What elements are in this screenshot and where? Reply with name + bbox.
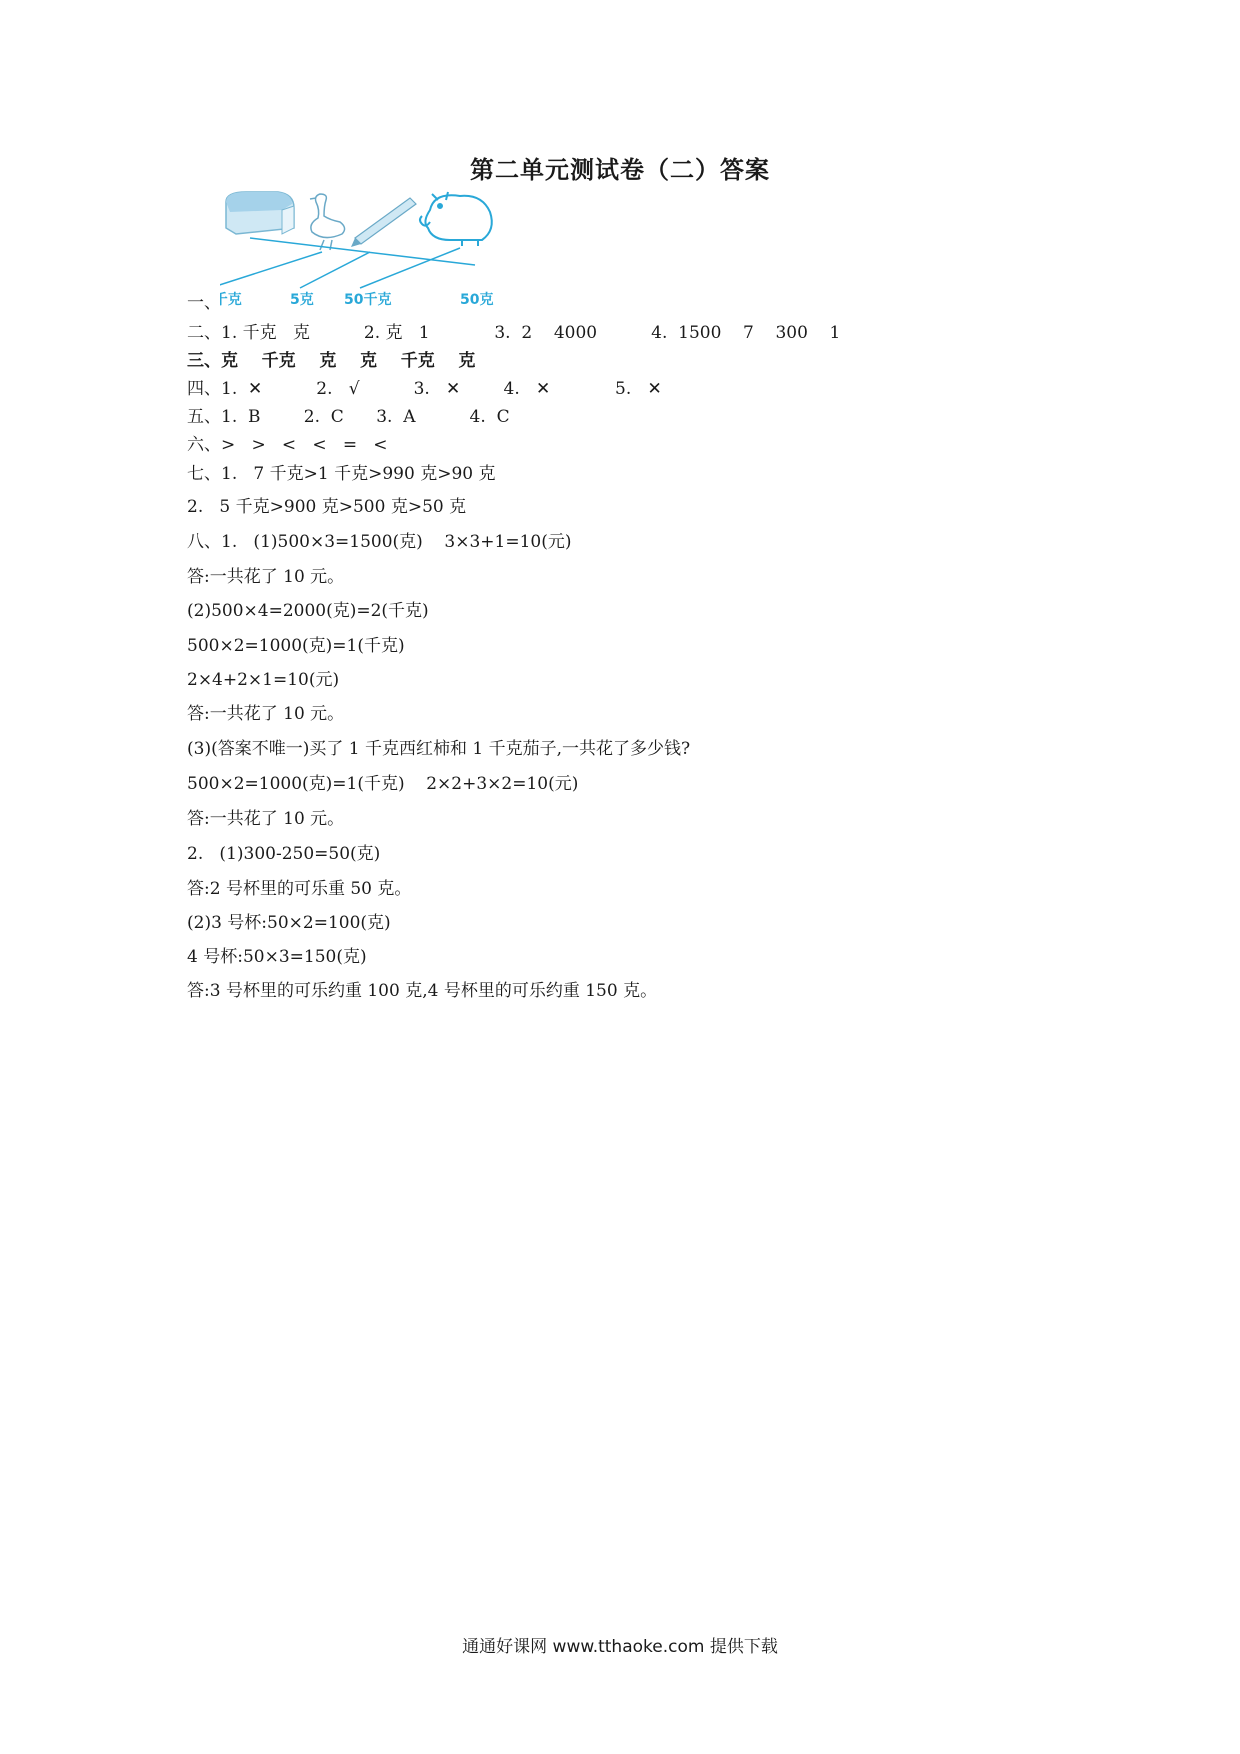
answer-line: 2. (1)300-250=50(克)	[187, 844, 381, 864]
answer-line: 答:一共花了 10 元。	[187, 567, 345, 587]
weight-label: 千克	[220, 292, 242, 308]
answer-line: (2)3 号杯:50×2=100(克)	[187, 913, 391, 933]
weight-label: 50千克	[344, 292, 392, 308]
answer-line: 七、1. 7 千克>1 千克>990 克>90 克	[187, 464, 496, 484]
weight-label: 50克	[460, 292, 494, 308]
goose-icon	[310, 194, 345, 250]
answer-line: 八、1. (1)500×3=1500(克) 3×3+1=10(元)	[187, 532, 572, 552]
q1-label: 一、	[187, 293, 221, 313]
answer-line: 答:一共花了 10 元。	[187, 704, 345, 724]
matching-lines	[220, 238, 475, 288]
weight-label: 5克	[290, 292, 314, 308]
answer-line: 500×2=1000(克)=1(千克) 2×2+3×2=10(元)	[187, 774, 579, 794]
answer-line: 500×2=1000(克)=1(千克)	[187, 636, 405, 656]
page-title: 第二单元测试卷（二）答案	[470, 156, 770, 184]
answer-line: 答:3 号杯里的可乐约重 100 克,4 号杯里的可乐约重 150 克。	[187, 981, 658, 1001]
answer-line: 二、1. 千克 克 2. 克 1 3. 2 4000 4. 1500 7 300 1	[187, 323, 841, 343]
answer-line: 答:2 号杯里的可乐重 50 克。	[187, 879, 412, 899]
answer-line: 五、1. B 2. C 3. A 4. C	[187, 407, 510, 427]
answer-line: 三、克 千克 克 克 千克 克	[187, 351, 476, 371]
pig-icon	[420, 192, 492, 246]
answer-line: (3)(答案不唯一)买了 1 千克西红柿和 1 千克茄子,一共花了多少钱?	[187, 739, 691, 759]
matching-figure	[220, 190, 560, 314]
answer-line: 2. 5 千克>900 克>500 克>50 克	[187, 497, 467, 517]
answer-line: 4 号杯:50×3=150(克)	[187, 947, 367, 967]
answer-line: 答:一共花了 10 元。	[187, 809, 345, 829]
pencil-icon	[351, 198, 416, 247]
footer-text: 通通好课网 www.tthaoke.com 提供下载	[462, 1637, 778, 1657]
bread-icon	[226, 192, 294, 234]
answer-line: 2×4+2×1=10(元)	[187, 670, 340, 690]
answer-line: (2)500×4=2000(克)=2(千克)	[187, 601, 429, 621]
answer-line: 六、> > < < = <	[187, 435, 388, 455]
answer-line: 四、1. ✕ 2. √ 3. ✕ 4. ✕ 5. ✕	[187, 379, 662, 399]
